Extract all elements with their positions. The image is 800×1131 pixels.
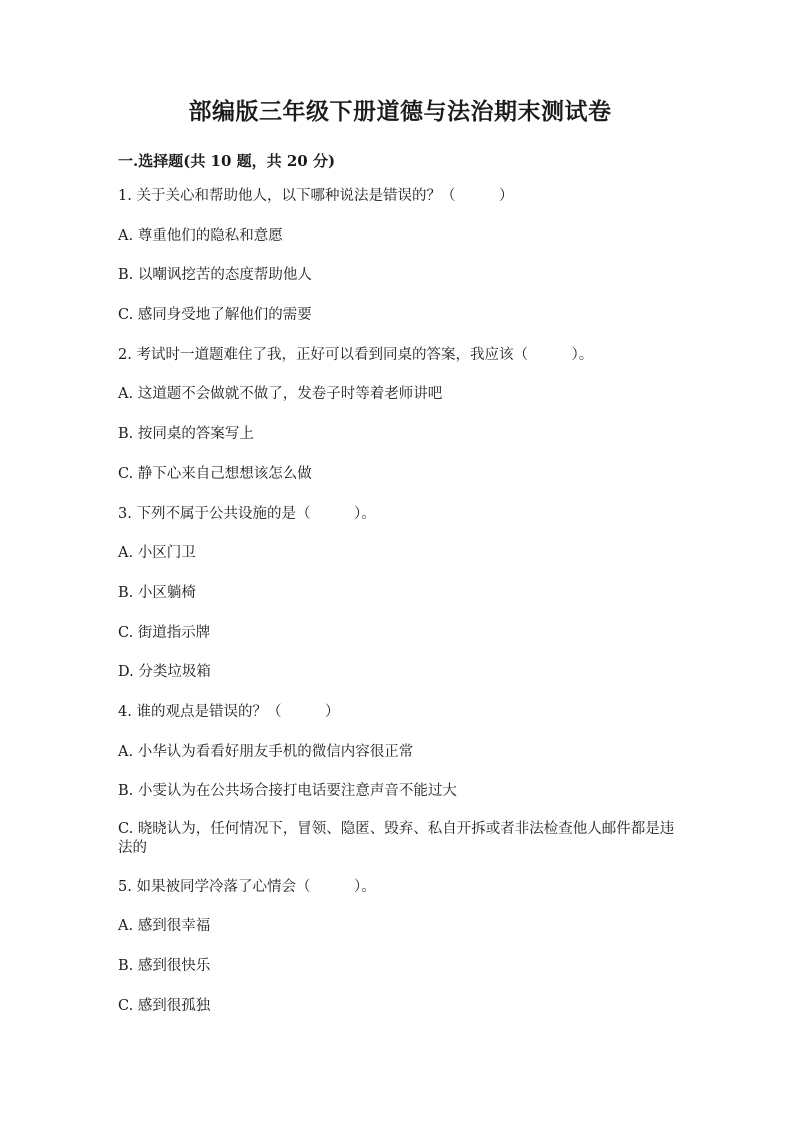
answer-option: C. 晓晓认为，任何情况下，冒领、隐匿、毁弃、私自开拆或者非法检查他人邮件都是违法的 bbox=[118, 821, 675, 856]
question-list bbox=[118, 185, 688, 1034]
answer-option: B. 小雯认为在公共场合接打电话要注意声音不能过大 bbox=[118, 783, 457, 800]
answer-option: B. 以嘲讽挖苦的态度帮助他人 bbox=[118, 267, 312, 284]
answer-option: B. 感到很快乐 bbox=[118, 958, 211, 975]
question-stem: 3. 下列不属于公共设施的是（ ）。 bbox=[118, 505, 376, 522]
answer-option: B. 小区躺椅 bbox=[118, 584, 196, 601]
answer-option: A. 这道题不会做就不做了，发卷子时等着老师讲吧 bbox=[118, 386, 443, 403]
answer-option: C. 感到很孤独 bbox=[118, 997, 211, 1014]
exam-title: 部编版三年级下册道德与法治期末测试卷 bbox=[188, 98, 612, 125]
answer-option: B. 按同桌的答案写上 bbox=[118, 426, 254, 443]
section-heading: 一.选择题(共 10 题，共 20 分) bbox=[118, 152, 336, 170]
question-stem: 2. 考试时一道题难住了我，正好可以看到同桌的答案，我应该（ ）。 bbox=[118, 346, 594, 363]
question-stem: 4. 谁的观点是错误的？（ ） bbox=[118, 703, 340, 720]
answer-option: A. 小华认为看看好朋友手机的微信内容很正常 bbox=[118, 743, 414, 760]
answer-option: A. 感到很幸福 bbox=[118, 918, 211, 935]
question-stem: 1. 关于关心和帮助他人，以下哪种说法是错误的？（ ） bbox=[118, 188, 514, 204]
answer-option: A. 尊重他们的隐私和意愿 bbox=[118, 227, 283, 244]
answer-option: C. 街道指示牌 bbox=[118, 624, 211, 641]
answer-option: C. 感同身受地了解他们的需要 bbox=[118, 307, 312, 324]
answer-option: D. 分类垃圾箱 bbox=[118, 664, 211, 681]
question-stem: 5. 如果被同学冷落了心情会（ ）。 bbox=[118, 878, 376, 895]
answer-option: A. 小区门卫 bbox=[118, 545, 196, 562]
answer-option: C. 静下心来自己想想该怎么做 bbox=[118, 465, 312, 482]
